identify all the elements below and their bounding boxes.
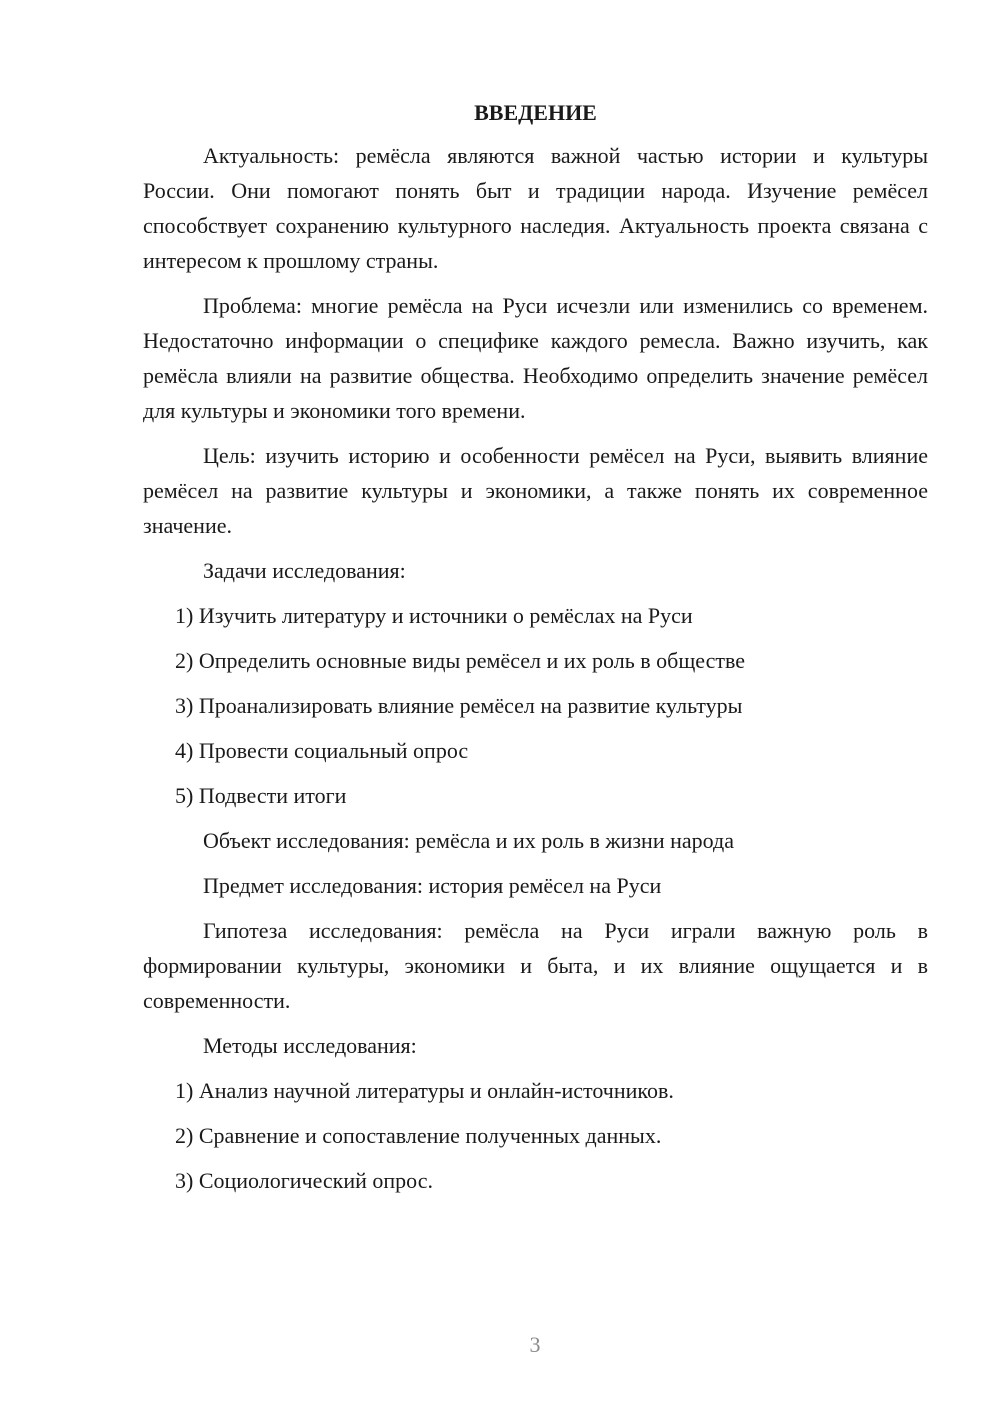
list-item: 3) Проанализировать влияние ремёсел на развитие культуры (175, 693, 743, 718)
list-item: 2) Сравнение и сопоставление полученных данных. (175, 1123, 662, 1148)
list-item: 3) Социологический опрос. (175, 1168, 433, 1193)
goal-paragraph: Цель: изучить историю и особенности ремёсел на Руси, выявить влияние ремёсел на развитие культуры и экономики, а также понять их современное значение. (143, 443, 928, 538)
relevance-paragraph: Актуальность: ремёсла являются важной частью истории и культуры России. Они помогают понять быт и традиции народа. Изучение ремёсел способствует сохранению культурного наследия. Актуальность проекта связана с интересом к прошлому страны. (143, 143, 928, 273)
page-number: 3 (529, 1332, 541, 1357)
section-heading: ВВЕДЕНИЕ (474, 100, 597, 125)
subject-line: Предмет исследования: история ремёсел на Руси (203, 873, 662, 898)
problem-paragraph: Проблема: многие ремёсла на Руси исчезли или изменились со временем. Недостаточно информации о специфике каждого ремесла. Важно изучить, как ремёсла влияли на развитие общества. Необходимо определить значение ремёсел для культуры и экономики того времени. (143, 293, 928, 423)
methods-title: Методы исследования: (203, 1033, 417, 1058)
list-item: 5) Подвести итоги (175, 783, 347, 808)
list-item: 1) Анализ научной литературы и онлайн-источников. (175, 1078, 674, 1103)
tasks-list (143, 598, 928, 813)
hypothesis-paragraph: Гипотеза исследования: ремёсла на Руси играли важную роль в формировании культуры, экономики и быта, и их влияние ощущается и в современности. (143, 918, 928, 1013)
methods-list (143, 1073, 928, 1198)
document-page (143, 95, 928, 1208)
list-item: 2) Определить основные виды ремёсел и их роль в обществе (175, 648, 745, 673)
list-item: 4) Провести социальный опрос (175, 738, 469, 763)
list-item: 1) Изучить литературу и источники о ремёслах на Руси (175, 603, 693, 628)
tasks-title: Задачи исследования: (203, 558, 406, 583)
object-line: Объект исследования: ремёсла и их роль в жизни народа (203, 828, 734, 853)
